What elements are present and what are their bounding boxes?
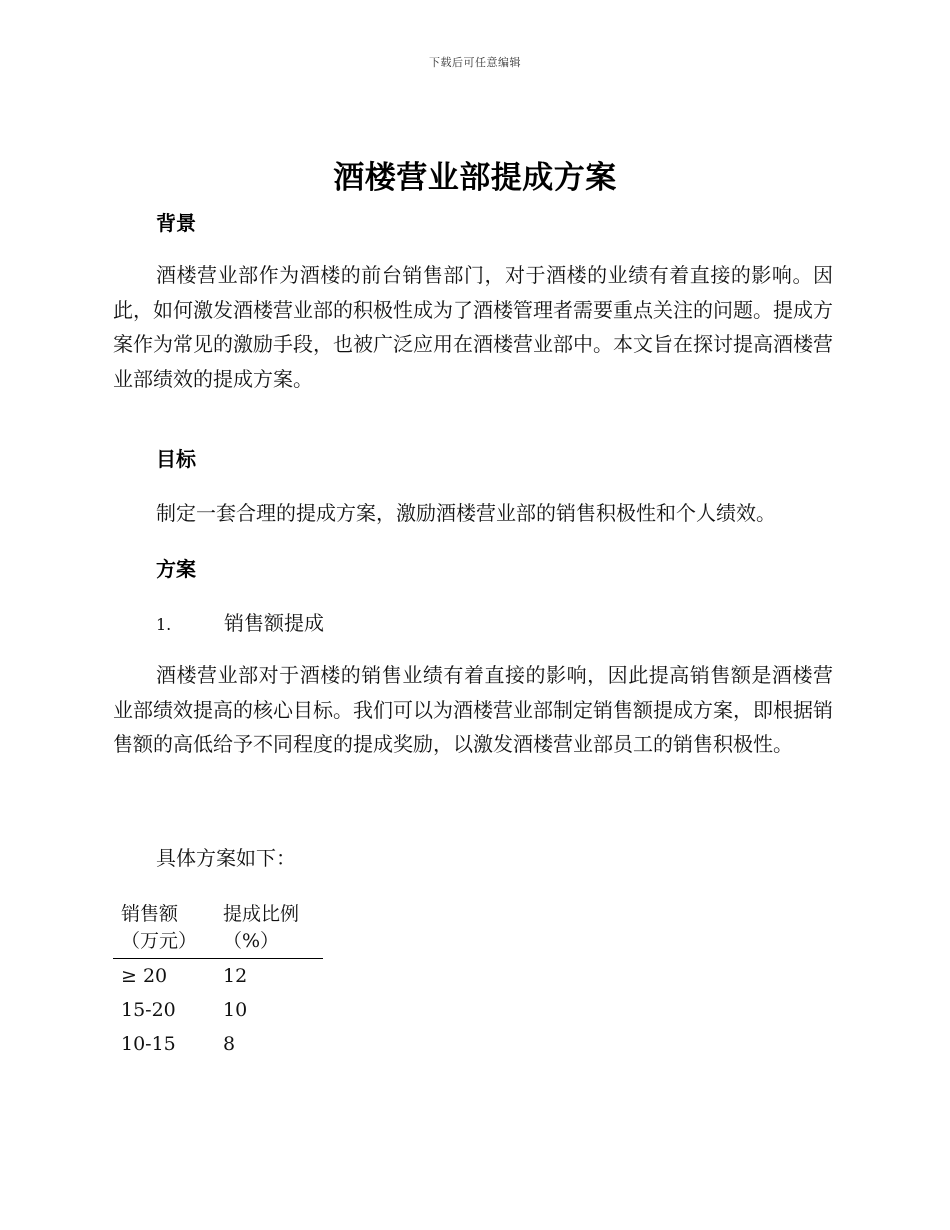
column-header-sales: 销售额（万元） <box>113 897 215 959</box>
cell-sales: 15-20 <box>121 999 176 1021</box>
section-heading-goal: 目标 <box>156 447 196 471</box>
plan-paragraph: 酒楼营业部对于酒楼的销售业绩有着直接的影响，因此提高销售额是酒楼营业部绩效提高的核心目标。我们可以为酒楼营业部制定销售额提成方案，即根据销售额的高低给予不同程度的提成奖励，以激发酒楼营业部员工的销售积极性。 <box>113 663 833 756</box>
cell-rate: 8 <box>223 1033 236 1055</box>
section-heading-background: 背景 <box>156 211 196 235</box>
section-heading-plan: 方案 <box>156 557 196 581</box>
table-row <box>113 993 323 1027</box>
background-paragraph: 酒楼营业部作为酒楼的前台销售部门，对于酒楼的业绩有着直接的影响。因此，如何激发酒楼营业部的积极性成为了酒楼管理者需要重点关注的问题。提成方案作为常见的激励手段，也被广泛应用在酒楼营业部中。本文旨在探讨提高酒楼营业部绩效的提成方案。 <box>113 263 833 391</box>
cell-sales: ≥ 20 <box>121 965 168 987</box>
cell-rate: 12 <box>223 965 248 987</box>
list-item-label: 销售额提成 <box>224 611 324 635</box>
cell-sales: 10-15 <box>121 1033 176 1055</box>
cell-rate: 10 <box>223 999 248 1021</box>
header-note: 下载后可任意编辑 <box>429 56 521 69</box>
detail-intro: 具体方案如下： <box>156 846 296 870</box>
table-row <box>113 1027 323 1061</box>
list-item-sales-commission <box>156 607 324 636</box>
document-title: 酒楼营业部提成方案 <box>333 160 617 196</box>
commission-table <box>113 897 323 1061</box>
table-row <box>113 959 323 994</box>
goal-paragraph: 制定一套合理的提成方案，激励酒楼营业部的销售积极性和个人绩效。 <box>156 501 776 525</box>
list-item-number: 1. <box>156 615 172 634</box>
column-header-rate: 提成比例（%） <box>215 897 323 959</box>
table-header-row <box>113 897 323 959</box>
